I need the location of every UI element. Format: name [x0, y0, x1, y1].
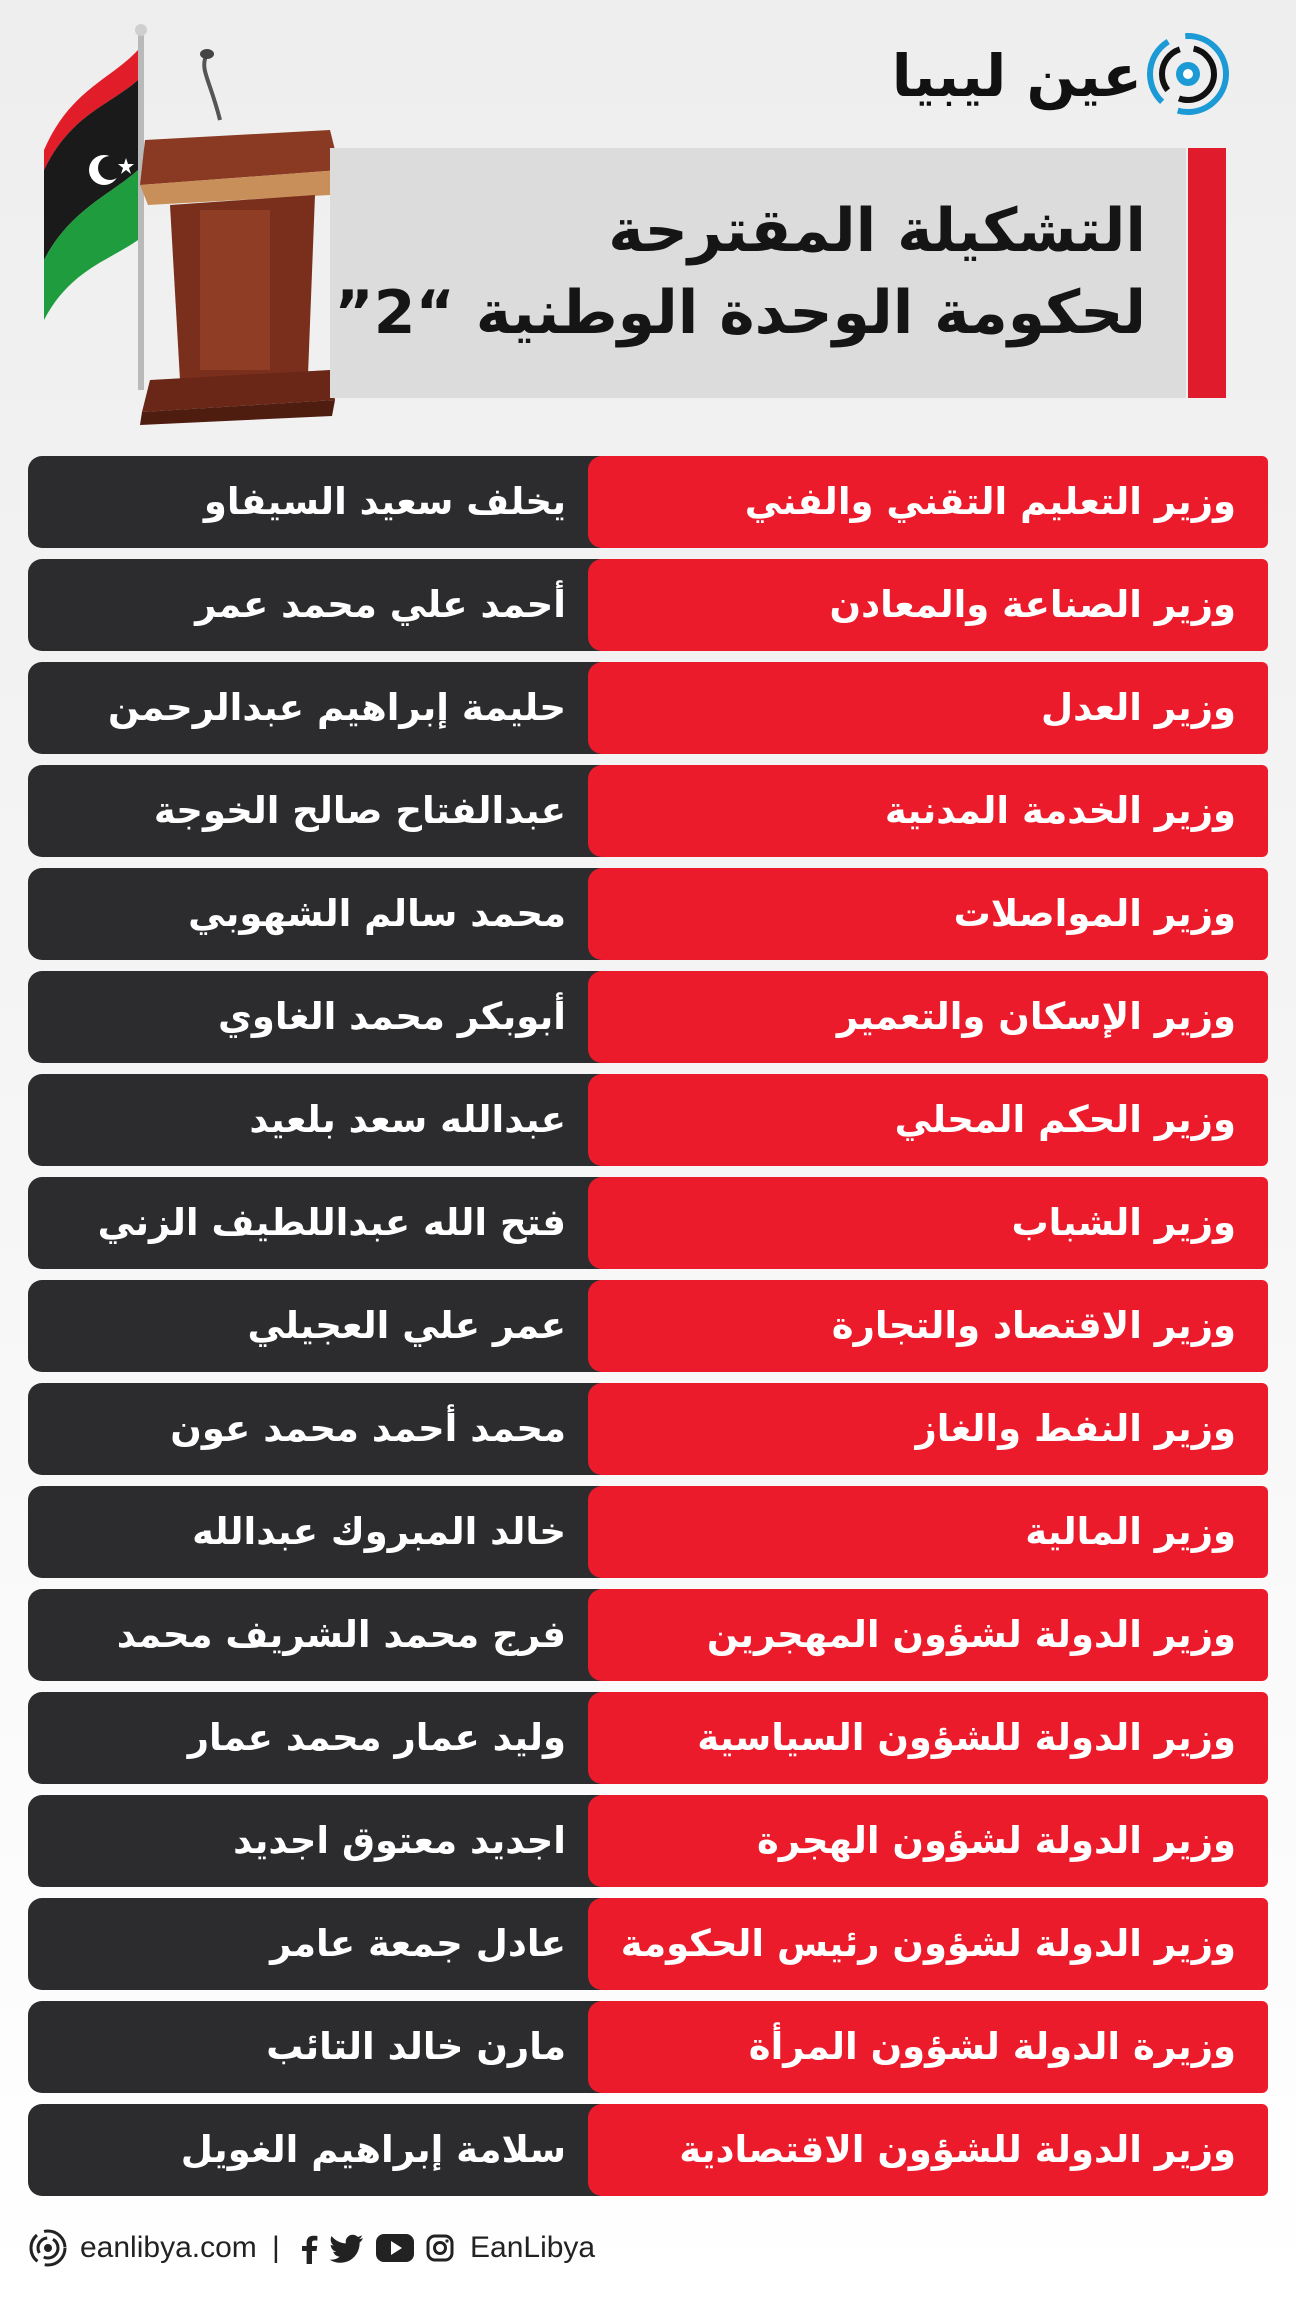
minister-name-cell — [28, 1795, 608, 1887]
list-item — [28, 662, 1268, 754]
ministry-role: وزير النفط والغاز — [915, 1407, 1236, 1450]
website-link[interactable]: eanlibya.com — [80, 2231, 257, 2264]
list-item — [28, 1383, 1268, 1475]
footer-logo — [28, 2228, 68, 2280]
eanlibya-eye-icon — [1146, 32, 1230, 116]
minister-name: عبدالفتاح صالح الخوجة — [153, 789, 566, 832]
minister-name: اجديد معتوق اجديد — [233, 1819, 566, 1862]
social-handle[interactable]: EanLibya — [470, 2231, 596, 2264]
minister-name: عبدالله سعد بلعيد — [249, 1098, 566, 1141]
ministry-role: وزير الإسكان والتعمير — [836, 995, 1236, 1038]
list-item — [28, 1589, 1268, 1681]
ministry-role-cell — [588, 1280, 1268, 1372]
ministry-role: وزيرة الدولة لشؤون المرأة — [748, 2025, 1236, 2068]
youtube-link[interactable] — [376, 2234, 414, 2286]
minister-name-cell — [28, 971, 608, 1063]
list-item — [28, 765, 1268, 857]
list-item — [28, 456, 1268, 548]
minister-name: عادل جمعة عامر — [270, 1922, 566, 1965]
ministry-role-cell — [588, 1795, 1268, 1887]
minister-name-cell — [28, 1589, 608, 1681]
list-item — [28, 1074, 1268, 1166]
ministry-role: وزير المواصلات — [953, 892, 1236, 935]
ministers-list — [28, 456, 1268, 2207]
minister-name-cell — [28, 456, 608, 548]
minister-name-cell — [28, 868, 608, 960]
brand-logo — [891, 28, 1230, 138]
ministry-role: وزير الدولة لشؤون رئيس الحكومة — [620, 1922, 1236, 1965]
twitter-icon — [330, 2234, 364, 2264]
libya-flag-icon — [44, 50, 138, 320]
minister-name: حليمة إبراهيم عبدالرحمن — [107, 686, 566, 729]
minister-name: يخلف سعيد السيفاو — [203, 480, 566, 523]
title-panel — [330, 148, 1186, 398]
minister-name: فتح الله عبداللطيف الزني — [97, 1201, 566, 1244]
ministry-role: وزير المالية — [1025, 1510, 1236, 1553]
title-accent-bar — [1188, 148, 1226, 398]
minister-name-cell — [28, 1486, 608, 1578]
ministry-role: وزير العدل — [1040, 686, 1236, 729]
ministry-role-cell — [588, 559, 1268, 651]
ministry-role-cell — [588, 1177, 1268, 1269]
minister-name: أحمد علي محمد عمر — [195, 583, 566, 626]
list-item — [28, 559, 1268, 651]
footer-separator: | — [272, 2231, 280, 2264]
list-item — [28, 1486, 1268, 1578]
list-item — [28, 1280, 1268, 1372]
ministry-role: وزير الخدمة المدنية — [884, 789, 1236, 832]
youtube-icon — [376, 2234, 414, 2262]
ministry-role: وزير الدولة للشؤون السياسية — [697, 1716, 1236, 1759]
facebook-link[interactable] — [298, 2234, 320, 2286]
ministry-role-cell — [588, 1383, 1268, 1475]
ministry-role-cell — [588, 2104, 1268, 2196]
facebook-icon — [298, 2234, 320, 2264]
minister-name: مارن خالد التائب — [266, 2025, 566, 2068]
page-title-line-2: لحكومة الوحدة الوطنية “2” — [334, 278, 1146, 348]
ministry-role: وزير الدولة لشؤون المهجرين — [706, 1613, 1236, 1656]
minister-name-cell — [28, 1177, 608, 1269]
logo-text: عين ليبيا — [891, 42, 1142, 110]
minister-name: محمد أحمد محمد عون — [170, 1407, 566, 1450]
list-item — [28, 2001, 1268, 2093]
ministry-role-cell — [588, 2001, 1268, 2093]
header — [0, 0, 1296, 430]
instagram-link[interactable] — [426, 2234, 454, 2286]
minister-name-cell — [28, 2104, 608, 2196]
ministry-role: وزير التعليم التقني والفني — [744, 480, 1236, 523]
instagram-icon — [426, 2234, 454, 2262]
ministry-role-cell — [588, 1074, 1268, 1166]
ministry-role-cell — [588, 765, 1268, 857]
minister-name-cell — [28, 1898, 608, 1990]
minister-name-cell — [28, 1383, 608, 1475]
minister-name-cell — [28, 1692, 608, 1784]
minister-name: فرج محمد الشريف محمد — [116, 1613, 566, 1656]
ministry-role-cell — [588, 662, 1268, 754]
footer — [28, 2222, 1028, 2274]
ministry-role: وزير الاقتصاد والتجارة — [831, 1304, 1236, 1347]
ministry-role-cell — [588, 1898, 1268, 1990]
minister-name-cell — [28, 1074, 608, 1166]
ministry-role-cell — [588, 1692, 1268, 1784]
minister-name: عمر علي العجيلي — [247, 1304, 566, 1347]
flag-podium-illustration — [30, 20, 350, 430]
minister-name-cell — [28, 765, 608, 857]
eanlibya-logo-icon — [28, 2228, 68, 2268]
minister-name: خالد المبروك عبدالله — [192, 1510, 566, 1553]
ministry-role: وزير الشباب — [1011, 1201, 1236, 1244]
minister-name: محمد سالم الشهوبي — [188, 892, 566, 935]
list-item — [28, 1898, 1268, 1990]
minister-name-cell — [28, 1280, 608, 1372]
minister-name-cell — [28, 662, 608, 754]
minister-name-cell — [28, 559, 608, 651]
podium-icon — [140, 130, 340, 425]
list-item — [28, 971, 1268, 1063]
ministry-role: وزير الدولة لشؤون الهجرة — [757, 1819, 1236, 1862]
list-item — [28, 1177, 1268, 1269]
ministry-role: وزير الحكم المحلي — [894, 1098, 1236, 1141]
ministry-role-cell — [588, 868, 1268, 960]
page-title-line-1: التشكيلة المقترحة — [608, 196, 1146, 266]
minister-name: أبوبكر محمد الغاوي — [218, 995, 566, 1038]
list-item — [28, 2104, 1268, 2196]
list-item — [28, 1795, 1268, 1887]
twitter-link[interactable] — [330, 2234, 364, 2286]
minister-name-cell — [28, 2001, 608, 2093]
list-item — [28, 868, 1268, 960]
ministry-role-cell — [588, 456, 1268, 548]
minister-name: وليد عمار محمد عمار — [187, 1716, 566, 1759]
list-item — [28, 1692, 1268, 1784]
ministry-role: وزير الصناعة والمعادن — [829, 583, 1236, 626]
ministry-role-cell — [588, 1486, 1268, 1578]
ministry-role-cell — [588, 971, 1268, 1063]
ministry-role: وزير الدولة للشؤون الاقتصادية — [679, 2128, 1236, 2171]
ministry-role-cell — [588, 1589, 1268, 1681]
minister-name: سلامة إبراهيم الغويل — [180, 2128, 566, 2171]
